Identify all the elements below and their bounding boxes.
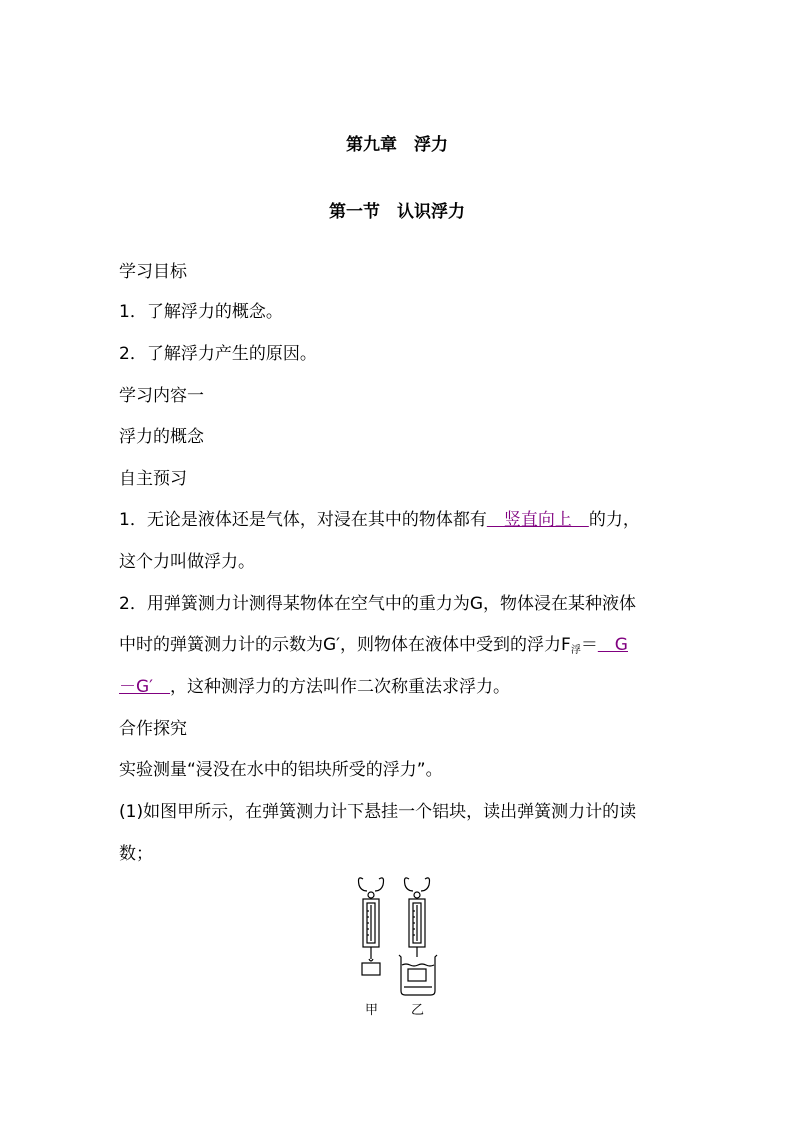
- topic-heading: 浮力的概念: [119, 427, 204, 447]
- step-1-line-1: (1)如图甲所示，在弹簧测力计下悬挂一个铝块，读出弹簧测力计的读: [119, 802, 637, 822]
- question-2-text: 中时的弹簧测力计的示数为G′，则物体在液体中受到的浮力F: [119, 635, 571, 655]
- force-subscript: 浮: [570, 645, 581, 656]
- preview-heading: 自主预习: [119, 469, 187, 489]
- section-title: 第一节 认识浮力: [329, 202, 465, 222]
- spring-scale-illustration: [349, 871, 449, 1021]
- question-2-line-1: 2．用弹簧测力计测得某物体在空气中的重力为G，物体浸在某种液体: [119, 594, 636, 614]
- objectives-heading: 学习目标: [119, 262, 187, 282]
- hand-a-right: [375, 878, 384, 891]
- question-1-answer: 竖直向上: [486, 510, 589, 530]
- question-1-line-1: [119, 512, 640, 529]
- figure-label-b: 乙: [411, 1003, 425, 1018]
- step-1-line-2: 数；: [119, 844, 153, 864]
- hand-b-right: [421, 878, 430, 891]
- block-b: [408, 969, 426, 981]
- chapter-title: 第九章 浮力: [346, 135, 448, 155]
- question-2-line-2: [119, 637, 628, 656]
- beaker: [399, 955, 437, 995]
- objective-1: 1．了解浮力的概念。: [119, 302, 283, 322]
- hand-a-left: [359, 878, 368, 891]
- figure-label-a: 甲: [365, 1003, 379, 1018]
- experiment-title: 实验测量“浸没在水中的铝块所受的浮力”。: [119, 760, 443, 780]
- block-a: [362, 963, 380, 975]
- equals-sign: ＝: [580, 635, 598, 655]
- objective-2: 2．了解浮力产生的原因。: [119, 344, 317, 364]
- hand-b-left: [405, 878, 414, 891]
- question-2-text-end: ，这种测浮力的方法叫作二次称重法求浮力。: [170, 677, 511, 697]
- question-1-text-end: 的力，: [588, 510, 640, 530]
- question-2-line-3: [119, 679, 510, 696]
- question-2-answer-part-2: －G′: [119, 677, 171, 697]
- spring-scale-figure: [349, 871, 449, 1021]
- question-1-line-2: 这个力叫做浮力。: [119, 552, 255, 572]
- question-2-answer-part-1: G: [597, 635, 628, 655]
- content-heading: 学习内容一: [119, 386, 204, 406]
- water-surface: [402, 964, 434, 966]
- coop-heading: 合作探究: [119, 719, 187, 739]
- question-1-text: 1．无论是液体还是气体，对浸在其中的物体都有: [119, 510, 487, 530]
